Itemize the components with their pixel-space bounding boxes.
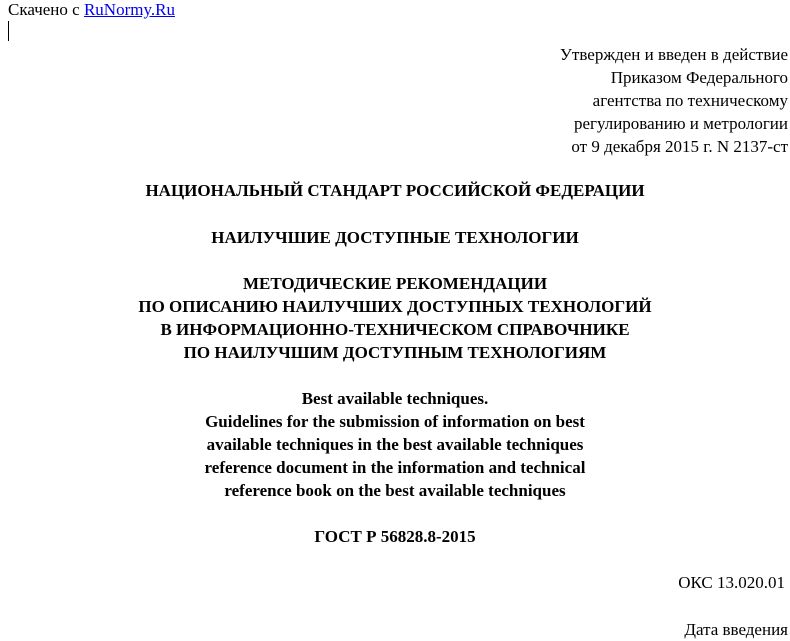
series-title-block [0,226,790,249]
source-line [8,0,175,21]
standard-title: НАЦИОНАЛЬНЫЙ СТАНДАРТ РОССИЙСКОЙ ФЕДЕРАЦИИ [145,181,645,200]
title-ru-line: В ИНФОРМАЦИОННО-ТЕХНИЧЕСКОМ СПРАВОЧНИКЕ [160,320,630,339]
approval-block [560,43,788,158]
title-ru-line: ПО ОПИСАНИЮ НАИЛУЧШИХ ДОСТУПНЫХ ТЕХНОЛОГИЙ [138,297,652,316]
intro-date-label: Дата введения [684,620,788,639]
document-title-ru [0,272,790,364]
title-en-line: reference document in the information and technical [204,458,586,477]
approval-line: от 9 декабря 2015 г. N 2137-ст [571,137,788,156]
title-en-line: Guidelines for the submission of information on best [205,412,585,431]
approval-line: Приказом Федерального [610,68,788,87]
source-prefix: Скачено с [8,0,80,19]
runormy-link[interactable]: RuNormy.Ru [83,0,175,19]
title-ru-line: МЕТОДИЧЕСКИЕ РЕКОМЕНДАЦИИ [242,274,548,293]
approval-line: Утвержден и введен в действие [559,45,788,64]
text-cursor [8,21,9,41]
title-en-line: available techniques in the best available techniques [206,435,584,454]
series-title: НАИЛУЧШИЕ ДОСТУПНЫЕ ТЕХНОЛОГИИ [211,228,579,247]
title-en-line: Best available techniques. [301,389,489,408]
approval-line: агентства по техническому [592,91,788,110]
oks-code: ОКС 13.020.01 [678,573,785,592]
gost-number: ГОСТ Р 56828.8-2015 [314,527,476,546]
document-title-en [0,387,790,502]
title-en-line: reference book on the best available techniques [224,481,566,500]
standard-title-block [0,179,790,202]
gost-number-block [0,525,790,548]
approval-line: регулированию и метрологии [573,114,788,133]
title-ru-line: ПО НАИЛУЧШИМ ДОСТУПНЫМ ТЕХНОЛОГИЯМ [183,343,607,362]
